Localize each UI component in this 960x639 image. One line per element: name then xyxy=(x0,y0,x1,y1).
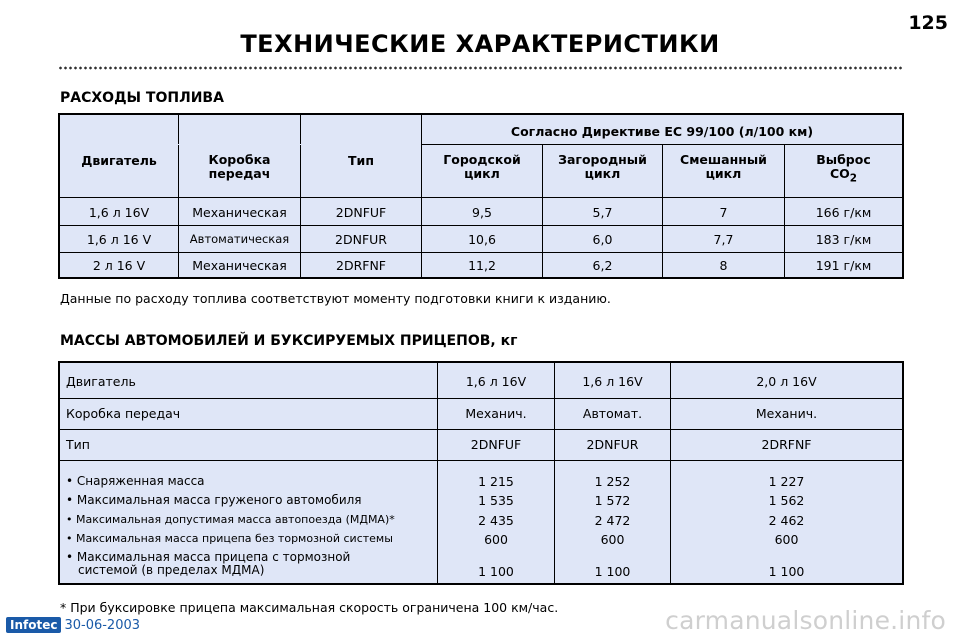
mass-engine-label: Двигатель xyxy=(66,374,136,389)
directive-header: Согласно Директиве ЕС 99/100 (л/100 км) xyxy=(510,124,814,139)
infotec-logo: Infotec xyxy=(6,617,61,633)
col-co2: Выброс $CO_2$ xyxy=(816,152,871,185)
mass-gearbox-c1: Механич. xyxy=(465,406,527,421)
fuel-section-title: РАСХОДЫ ТОПЛИВА xyxy=(60,90,224,106)
mass-type-c1: 2DNFUF xyxy=(470,437,522,452)
page-number: 125 xyxy=(908,12,948,34)
mass-engine-c1: 1,6 л 16V xyxy=(465,374,527,389)
watermark: carmanualsonline.info xyxy=(665,606,946,635)
col-type: Тип xyxy=(348,153,374,168)
footer-mark xyxy=(6,617,140,633)
col-gearbox: Коробка передач xyxy=(208,152,271,181)
mass-type-label: Тип xyxy=(66,437,90,452)
col-urban: Городской цикл xyxy=(443,152,521,181)
col-extra-urban: Загородный цикл xyxy=(558,152,647,181)
mass-section-title: МАССЫ АВТОМОБИЛЕЙ И БУКСИРУЕМЫХ ПРИЦЕПОВ, кг xyxy=(60,333,518,349)
mass-engine-c3: 2,0 л 16V xyxy=(756,374,817,389)
mass-type-c2: 2DNFUR xyxy=(586,437,639,452)
col-engine: Двигатель xyxy=(81,153,157,168)
fuel-table: Согласно Директиве ЕС 99/100 (л/100 км) Двигатель Коробка передач Тип Городской цикл Загородный цикл Смешанный цикл Выброс $CO_2$ 1,6 л 16V Механическая 2DNFUF 9,5 5,7 7 166 г/км 1,6 л 16 V Автоматическая 2DNFUR 10,6 6,0 7,7 183 г/км 2 л 16 V Механическая 2DRFNF 11,2 6,2 8 191 г/км xyxy=(58,113,904,279)
mass-gearbox-c2: Автомат. xyxy=(582,406,643,421)
mass-footnote: * При буксировке прицепа максимальная скорость ограничена 100 км/час. xyxy=(60,600,559,615)
mass-gearbox-c3: Механич. xyxy=(755,406,818,421)
footer-date: 30-06-2003 xyxy=(64,618,141,633)
col-mixed: Смешанный цикл xyxy=(680,152,767,181)
dotted-divider xyxy=(58,66,904,70)
fuel-note: Данные по расходу топлива соответствуют моменту подготовки книги к изданию. xyxy=(60,291,611,306)
mass-table: Двигатель 1,6 л 16V 1,6 л 16V 2,0 л 16V Коробка передач Механич. Автомат. Механич. Тип 2DNFUF 2DNFUR 2DRFNF • Снаряженная масса 1 215 1 252 1 227 • Максимальная масса груженого автомобиля 1 535 1 572 1 562 • Максимальная допустимая масса автопоезда (МДМА)* 2 435 2 472 2 462 • Максимальная масса прицепа без тормозной системы 600 600 600 • Максимальная масса прицепа с тормозной системой (в пределах МДМА) 1 100 1 100 1 100 xyxy=(58,361,904,585)
page-title: ТЕХНИЧЕСКИЕ ХАРАКТЕРИСТИКИ xyxy=(240,30,720,58)
mass-gearbox-label: Коробка передач xyxy=(66,406,181,421)
mass-engine-c2: 1,6 л 16V xyxy=(582,374,643,389)
mass-type-c3: 2DRFNF xyxy=(761,437,812,452)
